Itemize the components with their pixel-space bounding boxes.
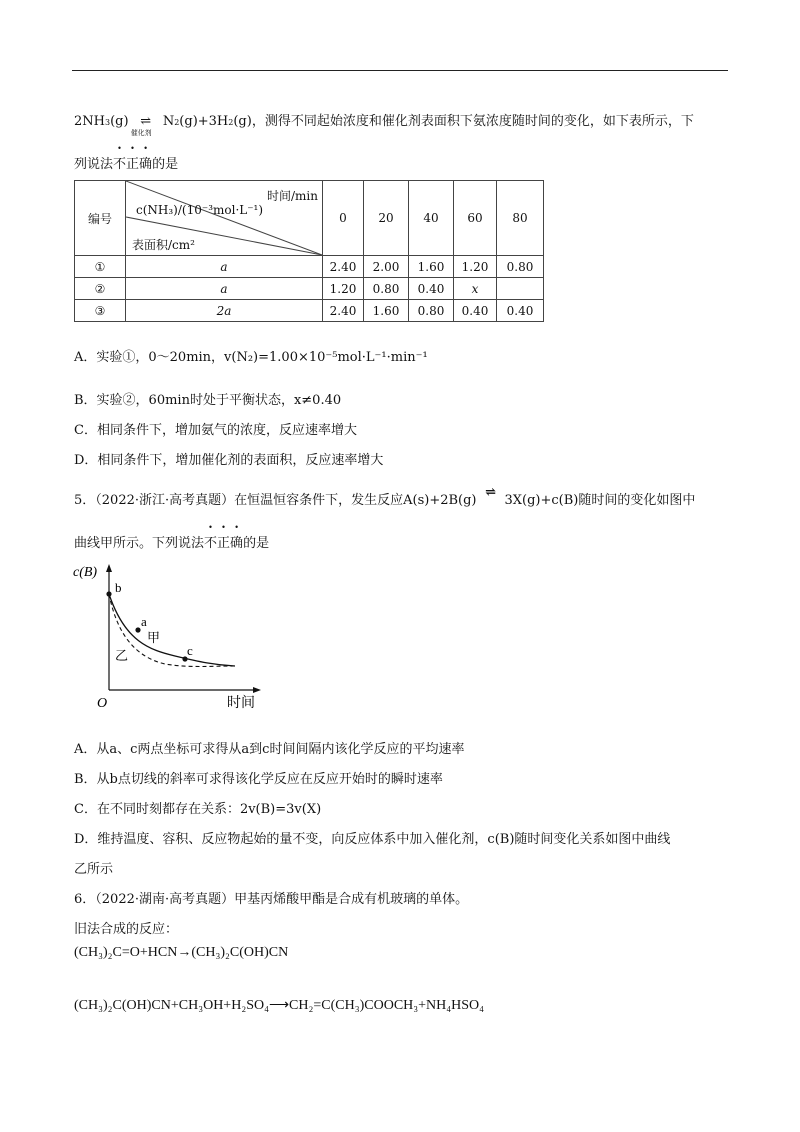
reaction-product-rest: (g)+3H (179, 114, 229, 129)
table-cell: 0.80 (409, 300, 454, 322)
catalyst-label: 催化剂 (130, 129, 152, 137)
reaction-product: N (162, 114, 175, 129)
origin-label: O (97, 696, 108, 711)
point-a-marker (135, 627, 140, 632)
table-cell: x (454, 278, 497, 300)
row-id: ③ (75, 300, 126, 322)
q4-option-c: C．相同条件下，增加氨气的浓度，反应速率增大 (74, 423, 357, 438)
q5-option-d-cont: 乙所示 (74, 862, 114, 877)
x-axis-arrow-icon (253, 687, 261, 693)
table-cell: 2.00 (364, 256, 409, 278)
col-id-header: 编号 (75, 181, 126, 256)
table-row (75, 278, 544, 300)
q5-stem-line2-b: 的是 (243, 536, 270, 551)
q4-stem-line1: 2NH3(g) ⇌ 催化剂 N2(g)+3H2(g)，测得不同起始浓度和催化剂表面积下氨浓度随时间的变化，如下表所示，下 (74, 114, 694, 137)
point-b-label: b (115, 580, 122, 595)
table-cell (497, 278, 544, 300)
table-cell: 1.20 (323, 278, 364, 300)
concentration-time-graph (73, 562, 265, 712)
emph-char: 确 (230, 536, 244, 551)
q5-option-b: B．从b点切线的斜率可求得该化学反应在反应开始时的瞬时速率 (74, 772, 443, 787)
y-axis-arrow-icon (106, 564, 112, 572)
curve-yi-label: 乙 (115, 649, 129, 664)
emph-char: 确 (139, 157, 153, 172)
point-b-marker (106, 591, 111, 596)
diagonal-header-cell (126, 181, 323, 256)
time-header: 40 (409, 181, 454, 256)
table-cell: 0.40 (497, 300, 544, 322)
q5-option-a: A．从a、c两点坐标可求得从a到c时间间隔内该化学反应的平均速率 (74, 742, 465, 757)
q5-stem-tail: 3X(g)+c(B)随时间的变化如图中 (504, 493, 696, 508)
emph-char: 不 (204, 536, 218, 551)
row-area: a (126, 256, 323, 278)
q4-option-d: D．相同条件下，增加催化剂的表面积，反应速率增大 (74, 453, 384, 468)
table-cell: 2.40 (323, 256, 364, 278)
q6-equation-1: (CH₃)₂C=O+HCN→(CH₃)₂C(OH)CN (74, 945, 289, 960)
header-rule (72, 70, 728, 71)
q5-option-d: D．维持温度、容积、反应物起始的量不变，向反应体系中加入催化剂，c(B)随时间变化关系如图中曲线 (74, 832, 671, 847)
time-header: 0 (323, 181, 364, 256)
q4-stem-line2-b: 的是 (152, 157, 179, 172)
table-cell: 1.60 (364, 300, 409, 322)
x-axis-label: 时间 (227, 695, 255, 711)
table-cell: 0.80 (497, 256, 544, 278)
row-area: a (126, 278, 323, 300)
q6-equation-2: (CH₃)₂C(OH)CN+CH₃OH+H₂SO₄⟶CH₂=C(CH₃)COOCH₃+NH₄HSO₄ (74, 998, 485, 1013)
table-row (75, 300, 544, 322)
q5-stem-line2-a: 曲线甲所示。下列说法 (74, 536, 205, 551)
reaction-arrow: ⇌ 催化剂 (130, 114, 152, 137)
table-row (75, 256, 544, 278)
q5-stem-line1 (74, 485, 696, 508)
q4-option-a: A．实验①，0～20min，v(N₂)=1.00×10⁻⁵mol·L⁻¹·min⁻¹ (74, 350, 428, 365)
point-a-label: a (141, 614, 147, 629)
row-id: ② (75, 278, 126, 300)
reaction-reactant: 2NH (74, 114, 105, 129)
q6-subtitle: 旧法合成的反应： (74, 922, 179, 937)
y-axis-label: c(B) (73, 565, 98, 580)
table-cell: 0.80 (364, 278, 409, 300)
q5-stem-line2 (74, 532, 269, 551)
q5-option-c: C．在不同时刻都存在关系：2v(B)=3v(X) (74, 802, 322, 817)
q5-stem-text: 5．（2022·浙江·高考真题）在恒温恒容条件下，发生反应A(s)+2B(g) (74, 493, 477, 508)
point-c-label: c (187, 643, 193, 658)
table-cell: 2.40 (323, 300, 364, 322)
q4-stem-line2-a: 列说法 (74, 157, 114, 172)
row-area: 2a (126, 300, 323, 322)
q4-option-b: B．实验②，60min时处于平衡状态，x≠0.40 (74, 393, 342, 408)
time-header: 20 (364, 181, 409, 256)
emph-char: 正 (217, 536, 231, 551)
time-header: 60 (454, 181, 497, 256)
table-cell: 1.20 (454, 256, 497, 278)
header-time: 时间/min (267, 189, 318, 203)
table-cell: 0.40 (454, 300, 497, 322)
q4-stem-line2 (74, 153, 178, 172)
header-concentration: c(NH₃)/(10⁻³mol·L⁻¹) (136, 203, 264, 217)
time-header: 80 (497, 181, 544, 256)
reaction-arrow-glyph: ⇌ (485, 485, 496, 500)
table-cell: 1.60 (409, 256, 454, 278)
header-area: 表面积/cm² (132, 238, 195, 252)
emph-char: 正 (126, 157, 140, 172)
table-cell: 0.40 (409, 278, 454, 300)
q6-stem: 6．（2022·湖南·高考真题）甲基丙烯酸甲酯是合成有机玻璃的单体。 (74, 892, 469, 907)
q4-stem-text: ，测得不同起始浓度和催化剂表面积下氨浓度随时间的变化，如下表所示，下 (251, 114, 694, 129)
concentration-table (74, 180, 544, 322)
curve-jia-label: 甲 (147, 631, 161, 646)
row-id: ① (75, 256, 126, 278)
emph-char: 不 (113, 157, 127, 172)
